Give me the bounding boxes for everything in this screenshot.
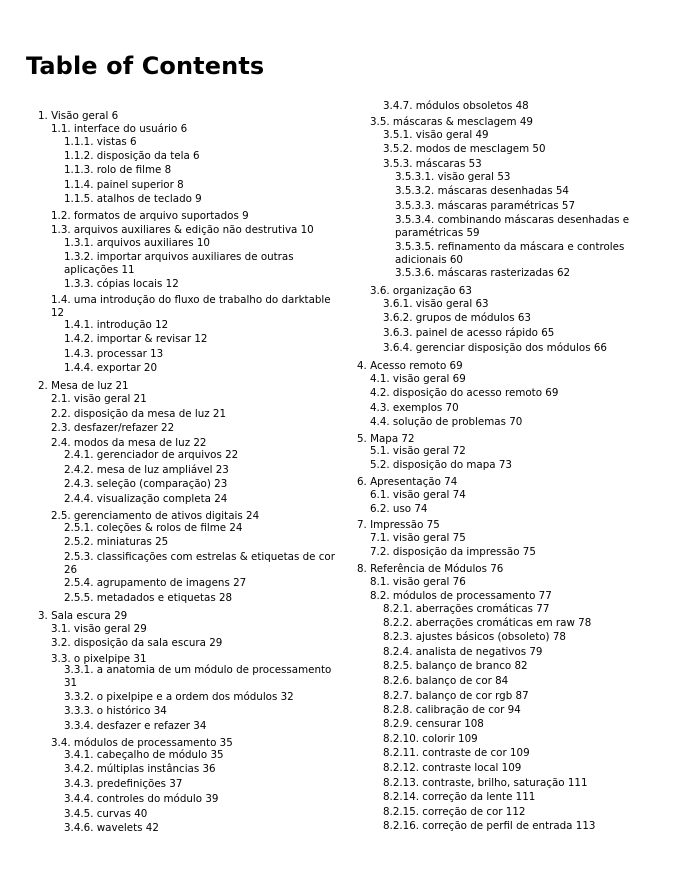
toc-entry-4-1[interactable]: 4.1. visão geral 69 bbox=[370, 373, 466, 385]
toc-entry-3-5-2[interactable]: 3.5.2. modos de mesclagem 50 bbox=[383, 143, 546, 155]
toc-entry-4-4[interactable]: 4.4. solução de problemas 70 bbox=[370, 416, 523, 428]
toc-entry-1-1-5[interactable]: 1.1.5. atalhos de teclado 9 bbox=[64, 193, 202, 205]
toc-entry-8-2-6[interactable]: 8.2.6. balanço de cor 84 bbox=[383, 675, 509, 687]
toc-entry-1-1-4[interactable]: 1.1.4. painel superior 8 bbox=[64, 179, 184, 191]
toc-entry-8-2-3[interactable]: 8.2.3. ajustes básicos (obsoleto) 78 bbox=[383, 631, 566, 643]
toc-entry-8-2-2[interactable]: 8.2.2. aberrações cromáticas em raw 78 bbox=[383, 617, 592, 629]
toc-entry-8-2-1[interactable]: 8.2.1. aberrações cromáticas 77 bbox=[383, 603, 550, 615]
toc-entry-1-4[interactable]: 1.4. uma introdução do fluxo de trabalho do darktable 12 bbox=[51, 294, 331, 319]
toc-entry-3-4-5[interactable]: 3.4.5. curvas 40 bbox=[64, 808, 148, 820]
toc-entry-3-6[interactable]: 3.6. organização 63 bbox=[370, 285, 472, 297]
toc-entry-2-5-2[interactable]: 2.5.2. miniaturas 25 bbox=[64, 536, 169, 548]
toc-entry-3-3-4[interactable]: 3.3.4. desfazer e refazer 34 bbox=[64, 720, 207, 732]
toc-entry-1-4-3[interactable]: 1.4.3. processar 13 bbox=[64, 348, 164, 360]
toc-entry-3-4[interactable]: 3.4. módulos de processamento 35 bbox=[51, 737, 233, 749]
toc-entry-3-5-3[interactable]: 3.5.3. máscaras 53 bbox=[383, 158, 482, 170]
toc-entry-2-5[interactable]: 2.5. gerenciamento de ativos digitais 24 bbox=[51, 510, 260, 522]
toc-entry-3-6-4[interactable]: 3.6.4. gerenciar disposição dos módulos 66 bbox=[383, 342, 607, 354]
toc-entry-1-2[interactable]: 1.2. formatos de arquivo suportados 9 bbox=[51, 210, 249, 222]
toc-entry-8-2[interactable]: 8.2. módulos de processamento 77 bbox=[370, 590, 552, 602]
toc-entry-1-3-2[interactable]: 1.3.2. importar arquivos auxiliares de outras aplicações 11 bbox=[64, 251, 294, 276]
toc-entry-2-2[interactable]: 2.2. disposição da mesa de luz 21 bbox=[51, 408, 227, 420]
toc-entry-2-4-2[interactable]: 2.4.2. mesa de luz ampliável 23 bbox=[64, 464, 229, 476]
toc-entry-2-5-4[interactable]: 2.5.4. agrupamento de imagens 27 bbox=[64, 577, 247, 589]
toc-entry-6-1[interactable]: 6.1. visão geral 74 bbox=[370, 489, 466, 501]
toc-entry-1-1[interactable]: 1.1. interface do usuário 6 bbox=[51, 123, 188, 135]
toc-entry-5[interactable]: 5. Mapa 72 bbox=[357, 433, 415, 445]
toc-entry-4-3[interactable]: 4.3. exemplos 70 bbox=[370, 402, 459, 414]
toc-entry-5-2[interactable]: 5.2. disposição do mapa 73 bbox=[370, 459, 512, 471]
toc-entry-1[interactable]: 1. Visão geral 6 bbox=[38, 110, 119, 122]
toc-entry-3-6-3[interactable]: 3.6.3. painel de acesso rápido 65 bbox=[383, 327, 555, 339]
toc-entry-8[interactable]: 8. Referência de Módulos 76 bbox=[357, 563, 504, 575]
toc-entry-8-2-12[interactable]: 8.2.12. contraste local 109 bbox=[383, 762, 522, 774]
toc-entry-7[interactable]: 7. Impressão 75 bbox=[357, 519, 440, 531]
toc-entry-8-2-13[interactable]: 8.2.13. contraste, brilho, saturação 111 bbox=[383, 777, 588, 789]
toc-entry-2-1[interactable]: 2.1. visão geral 21 bbox=[51, 393, 147, 405]
toc-entry-7-1[interactable]: 7.1. visão geral 75 bbox=[370, 532, 466, 544]
toc-entry-2-3[interactable]: 2.3. desfazer/refazer 22 bbox=[51, 422, 175, 434]
toc-entry-3-6-2[interactable]: 3.6.2. grupos de módulos 63 bbox=[383, 312, 531, 324]
toc-entry-3-5-3-3[interactable]: 3.5.3.3. máscaras paramétricas 57 bbox=[395, 200, 576, 212]
toc-entry-8-2-15[interactable]: 8.2.15. correção de cor 112 bbox=[383, 806, 526, 818]
toc-entry-3-5-3-6[interactable]: 3.5.3.6. máscaras rasterizadas 62 bbox=[395, 267, 571, 279]
toc-entry-2-4-3[interactable]: 2.4.3. seleção (comparação) 23 bbox=[64, 478, 228, 490]
toc-entry-3-1[interactable]: 3.1. visão geral 29 bbox=[51, 623, 147, 635]
toc-entry-2-4-1[interactable]: 2.4.1. gerenciador de arquivos 22 bbox=[64, 449, 239, 461]
toc-entry-4-2[interactable]: 4.2. disposição do acesso remoto 69 bbox=[370, 387, 559, 399]
toc-entry-2-4[interactable]: 2.4. modos da mesa de luz 22 bbox=[51, 437, 207, 449]
toc-entry-3-4-3[interactable]: 3.4.3. predefinições 37 bbox=[64, 778, 183, 790]
toc-entry-6-2[interactable]: 6.2. uso 74 bbox=[370, 503, 428, 515]
toc-entry-3[interactable]: 3. Sala escura 29 bbox=[38, 610, 128, 622]
toc-entry-3-4-6[interactable]: 3.4.6. wavelets 42 bbox=[64, 822, 159, 834]
toc-entry-3-4-1[interactable]: 3.4.1. cabeçalho de módulo 35 bbox=[64, 749, 224, 761]
toc-entry-1-1-2[interactable]: 1.1.2. disposição da tela 6 bbox=[64, 150, 200, 162]
toc-entry-8-2-5[interactable]: 8.2.5. balanço de branco 82 bbox=[383, 660, 528, 672]
toc-entry-2[interactable]: 2. Mesa de luz 21 bbox=[38, 380, 129, 392]
toc-entry-3-3-1[interactable]: 3.3.1. a anatomia de um módulo de processamento 31 bbox=[64, 664, 332, 689]
toc-entry-8-1[interactable]: 8.1. visão geral 76 bbox=[370, 576, 466, 588]
toc-entry-1-1-1[interactable]: 1.1.1. vistas 6 bbox=[64, 136, 137, 148]
toc-entry-3-3-3[interactable]: 3.3.3. o histórico 34 bbox=[64, 705, 167, 717]
toc-entry-6[interactable]: 6. Apresentação 74 bbox=[357, 476, 458, 488]
toc-entry-2-5-1[interactable]: 2.5.1. coleções & rolos de filme 24 bbox=[64, 522, 243, 534]
toc-entry-1-3[interactable]: 1.3. arquivos auxiliares & edição não destrutiva 10 bbox=[51, 224, 314, 236]
toc-entry-3-5-1[interactable]: 3.5.1. visão geral 49 bbox=[383, 129, 489, 141]
toc-entry-8-2-8[interactable]: 8.2.8. calibração de cor 94 bbox=[383, 704, 521, 716]
toc-entry-3-2[interactable]: 3.2. disposição da sala escura 29 bbox=[51, 637, 223, 649]
toc-entry-3-6-1[interactable]: 3.6.1. visão geral 63 bbox=[383, 298, 489, 310]
toc-entry-8-2-10[interactable]: 8.2.10. colorir 109 bbox=[383, 733, 478, 745]
toc-entry-1-1-3[interactable]: 1.1.3. rolo de filme 8 bbox=[64, 164, 172, 176]
toc-entry-1-4-1[interactable]: 1.4.1. introdução 12 bbox=[64, 319, 169, 331]
toc-entry-3-4-4[interactable]: 3.4.4. controles do módulo 39 bbox=[64, 793, 219, 805]
toc-entry-4[interactable]: 4. Acesso remoto 69 bbox=[357, 360, 463, 372]
toc-entry-8-2-14[interactable]: 8.2.14. correção da lente 111 bbox=[383, 791, 536, 803]
toc-entry-1-4-2[interactable]: 1.4.2. importar & revisar 12 bbox=[64, 333, 208, 345]
toc-entry-3-5-3-1[interactable]: 3.5.3.1. visão geral 53 bbox=[395, 171, 511, 183]
page-title: Table of Contents bbox=[26, 52, 265, 80]
toc-entry-3-4-2[interactable]: 3.4.2. múltiplas instâncias 36 bbox=[64, 763, 216, 775]
toc-entry-2-5-5[interactable]: 2.5.5. metadados e etiquetas 28 bbox=[64, 592, 233, 604]
toc-entry-2-5-3[interactable]: 2.5.3. classificações com estrelas & etiquetas de cor 26 bbox=[64, 551, 335, 576]
toc-entry-1-3-1[interactable]: 1.3.1. arquivos auxiliares 10 bbox=[64, 237, 210, 249]
toc-entry-1-3-3[interactable]: 1.3.3. cópias locais 12 bbox=[64, 278, 179, 290]
toc-entry-2-4-4[interactable]: 2.4.4. visualização completa 24 bbox=[64, 493, 228, 505]
toc-entry-3-3-2[interactable]: 3.3.2. o pixelpipe e a ordem dos módulos 32 bbox=[64, 691, 294, 703]
toc-entry-8-2-9[interactable]: 8.2.9. censurar 108 bbox=[383, 718, 484, 730]
toc-entry-7-2[interactable]: 7.2. disposição da impressão 75 bbox=[370, 546, 536, 558]
toc-entry-3-5-3-4[interactable]: 3.5.3.4. combinando máscaras desenhadas e paramétricas 59 bbox=[395, 214, 630, 239]
toc-entry-3-5[interactable]: 3.5. máscaras & mesclagem 49 bbox=[370, 116, 533, 128]
toc-entry-8-2-4[interactable]: 8.2.4. analista de negativos 79 bbox=[383, 646, 543, 658]
toc-entry-5-1[interactable]: 5.1. visão geral 72 bbox=[370, 445, 466, 457]
toc-entry-3-5-3-2[interactable]: 3.5.3.2. máscaras desenhadas 54 bbox=[395, 185, 569, 197]
toc-entry-8-2-11[interactable]: 8.2.11. contraste de cor 109 bbox=[383, 747, 530, 759]
toc-entry-3-4-7[interactable]: 3.4.7. módulos obsoletos 48 bbox=[383, 100, 529, 112]
toc-entry-1-4-4[interactable]: 1.4.4. exportar 20 bbox=[64, 362, 158, 374]
toc-entry-8-2-7[interactable]: 8.2.7. balanço de cor rgb 87 bbox=[383, 690, 529, 702]
toc-entry-3-5-3-5[interactable]: 3.5.3.5. refinamento da máscara e controles adicionais 60 bbox=[395, 241, 625, 266]
toc-entry-8-2-16[interactable]: 8.2.16. correção de perfil de entrada 113 bbox=[383, 820, 596, 832]
toc-entry-3-3[interactable]: 3.3. o pixelpipe 31 bbox=[51, 653, 147, 665]
